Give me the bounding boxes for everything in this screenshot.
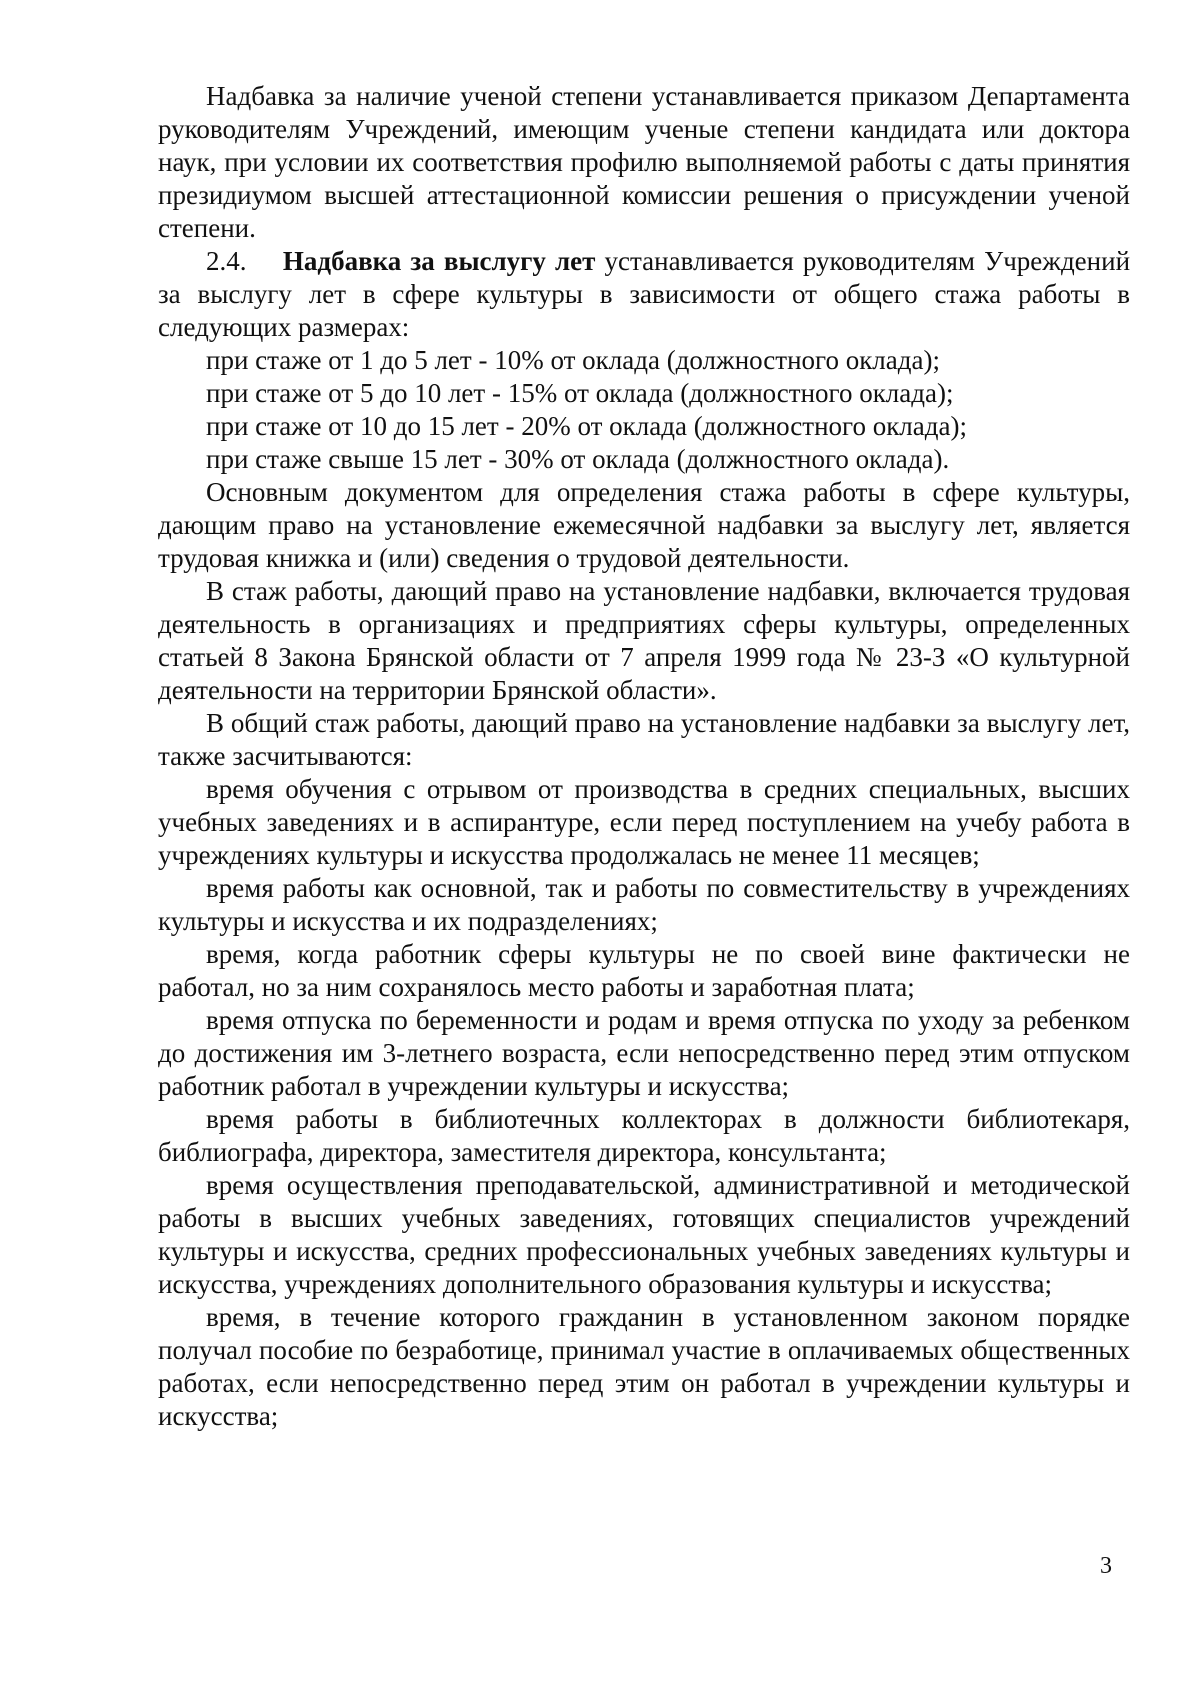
rate-item: при стаже свыше 15 лет - 30% от оклада (должностного оклада). (206, 444, 950, 474)
rate-item: при стаже от 5 до 10 лет - 15% от оклада (должностного оклада); (206, 378, 954, 408)
rate-item: при стаже от 1 до 5 лет - 10% от оклада (должностного оклада); (206, 345, 940, 375)
page-number: 3 (1100, 1553, 1112, 1579)
list-item-not-at-fault: время, когда работник сферы культуры не по своей вине фактически не работал, но за ним сохранялось место работы и заработная плата; (158, 939, 1130, 1002)
list-item-unemployment: время, в течение которого гражданин в установленном законом порядке получал пособие по безработице, принимал участие в оплачиваемых общественных работах, если непосредственно перед этим он работал в учреждении культуры и искусства; (158, 1302, 1130, 1431)
document-body (158, 80, 1130, 1433)
list-item-maternity: время отпуска по беременности и родам и время отпуска по уходу за ребенком до достижения им 3-летнего возраста, если непосредственно перед этим отпуском работник работал в учреждении культуры и искусства; (158, 1005, 1130, 1101)
paragraph-main-document: Основным документом для определения стажа работы в сфере культуры, дающим право на установление ежемесячной надбавки за выслугу лет, является трудовая книжка и (или) сведения о трудовой деятельности. (158, 477, 1130, 573)
paragraph-work-experience: В стаж работы, дающий право на установление надбавки, включается трудовая деятельность в организациях и предприятиях сферы культуры, определенных статьей 8 Закона Брянской области от 7 апреля 1999 года № 23-З «О культурной деятельности на территории Брянской области». (158, 576, 1130, 705)
paragraph-academic-degree: Надбавка за наличие ученой степени устанавливается приказом Департамента руководителям Учреждений, имеющим ученые степени кандидата или доктора наук, при условии их соответствия профилю выполняемой работы с даты принятия президиумом высшей аттестационной комиссии решения о присуждении ученой степени. (158, 81, 1130, 243)
section-text: устанавливается руководителям Учреждений за выслугу лет в сфере культуры в зависимости от общего стажа работы в следующих размерах: (158, 246, 1131, 342)
list-item-study: время обучения с отрывом от производства в средних специальных, высших учебных заведениях и в аспирантуре, если перед поступлением на учебу работа в учреждениях культуры и искусства продолжалась не менее 11 месяцев; (158, 774, 1130, 870)
section-title: Надбавка за выслугу лет (282, 246, 596, 276)
paragraph-general-experience: В общий стаж работы, дающий право на установление надбавки за выслугу лет, также засчитываются: (158, 708, 1130, 771)
list-item-teaching: время осуществления преподавательской, административной и методической работы в высших учебных заведениях, готовящих специалистов учреждений культуры и искусства, средних профессиональных учебных заведениях культуры и искусства, учреждениях дополнительного образования культуры и искусства; (158, 1170, 1130, 1299)
list-item-work: время работы как основной, так и работы по совместительству в учреждениях культуры и искусства и их подразделениях; (158, 873, 1130, 936)
section-2-4 (158, 245, 1130, 344)
section-number: 2.4. (206, 246, 247, 276)
list-item-library: время работы в библиотечных коллекторах в должности библиотекаря, библиографа, директора, заместителя директора, консультанта; (158, 1104, 1130, 1167)
rate-item: при стаже от 10 до 15 лет - 20% от оклада (должностного оклада); (206, 411, 967, 441)
